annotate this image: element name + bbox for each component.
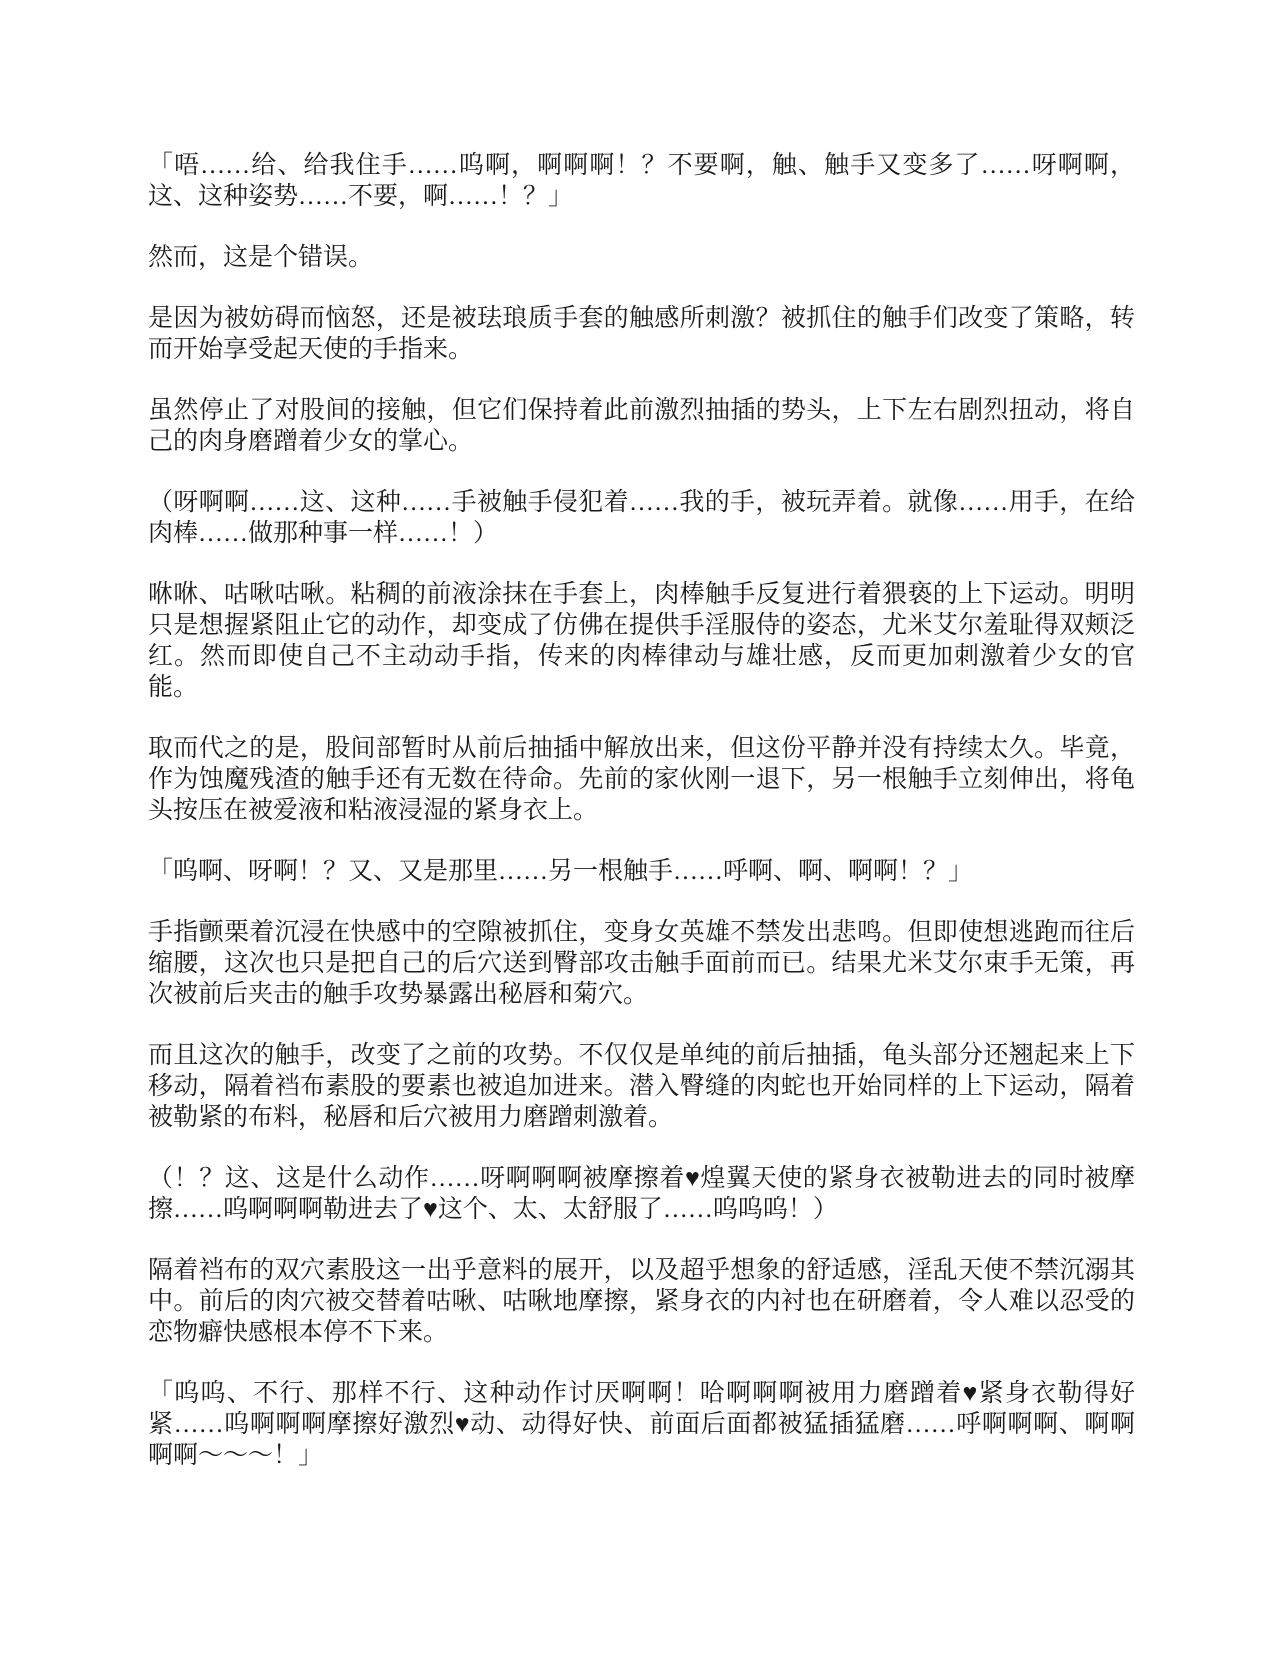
paragraph-narration-4: 咻咻、咕啾咕啾。粘稠的前液涂抹在手套上，肉棒触手反复进行着猥亵的上下运动。明明只是想握紧阻止它的动作，却变成了仿佛在提供手淫服侍的姿态，尤米艾尔羞耻得双颊泛红。然而即使自己不主动动手指，传来的肉棒律动与雄壮感，反而更加刺激着少女的官能。 xyxy=(148,581,1135,701)
paragraph-dialogue-1: 「唔……给、给我住手……呜啊，啊啊啊！？不要啊，触、触手又变多了……呀啊啊，这、这种姿势……不要，啊……！？」 xyxy=(148,152,1135,210)
paragraph-narration-1: 然而，这是个错误。 xyxy=(148,244,374,271)
paragraph-narration-2: 是因为被妨碍而恼怒，还是被珐琅质手套的触感所刺激？被抓住的触手们改变了策略，转而开始享受起天使的手指来。 xyxy=(148,305,1135,363)
paragraph-dialogue-2: 「呜啊、呀啊！？又、又是那里……另一根触手……呼啊、啊、啊啊！？」 xyxy=(148,858,974,885)
paragraph-thought-2: （！？这、这是什么动作……呀啊啊啊被摩擦着♥煌翼天使的紧身衣被勒进去的同时被摩擦……呜啊啊啊勒进去了♥这个、太、太舒服了……呜呜呜！） xyxy=(148,1165,1135,1223)
paragraph-narration-5: 取而代之的是，股间部暂时从前后抽插中解放出来，但这份平静并没有持续太久。毕竟，作为蚀魔残渣的触手还有无数在待命。先前的家伙刚一退下，另一根触手立刻伸出，将龟头按压在被爱液和粘液浸湿的紧身衣上。 xyxy=(148,735,1135,824)
paragraph-narration-6: 手指颤栗着沉浸在快感中的空隙被抓住，变身女英雄不禁发出悲鸣。但即使想逃跑而往后缩腰，这次也只是把自己的后穴送到臀部攻击触手面前而已。结果尤米艾尔束手无策，再次被前后夹击的触手攻势暴露出秘唇和菊穴。 xyxy=(148,919,1135,1008)
paragraph-narration-8: 隔着裆布的双穴素股这一出乎意料的展开，以及超乎想象的舒适感，淫乱天使不禁沉溺其中。前后的肉穴被交替着咕啾、咕啾地摩擦，紧身衣的内衬也在研磨着，令人难以忍受的恋物癖快感根本停不下来。 xyxy=(148,1257,1135,1346)
paragraph-dialogue-3: 「呜呜、不行、那样不行、这种动作讨厌啊啊！哈啊啊啊被用力磨蹭着♥紧身衣勒得好紧……呜啊啊啊摩擦好激烈♥动、动得好快、前面后面都被猛插猛磨……呼啊啊啊、啊啊啊啊～～～！」 xyxy=(148,1380,1135,1469)
paragraph-thought-1: （呀啊啊……这、这种……手被触手侵犯着……我的手，被玩弄着。就像……用手，在给肉棒……做那种事一样……！） xyxy=(148,489,1135,547)
paragraph-narration-7: 而且这次的触手，改变了之前的攻势。不仅仅是单纯的前后抽插，龟头部分还翘起来上下移动，隔着裆布素股的要素也被追加进来。潜入臀缝的肉蛇也开始同样的上下运动，隔着被勒紧的布料，秘唇和后穴被用力磨蹭刺激着。 xyxy=(148,1042,1135,1131)
paragraph-narration-3: 虽然停止了对股间的接触，但它们保持着此前激烈抽插的势头，上下左右剧烈扭动，将自己的肉身磨蹭着少女的掌心。 xyxy=(148,397,1135,455)
